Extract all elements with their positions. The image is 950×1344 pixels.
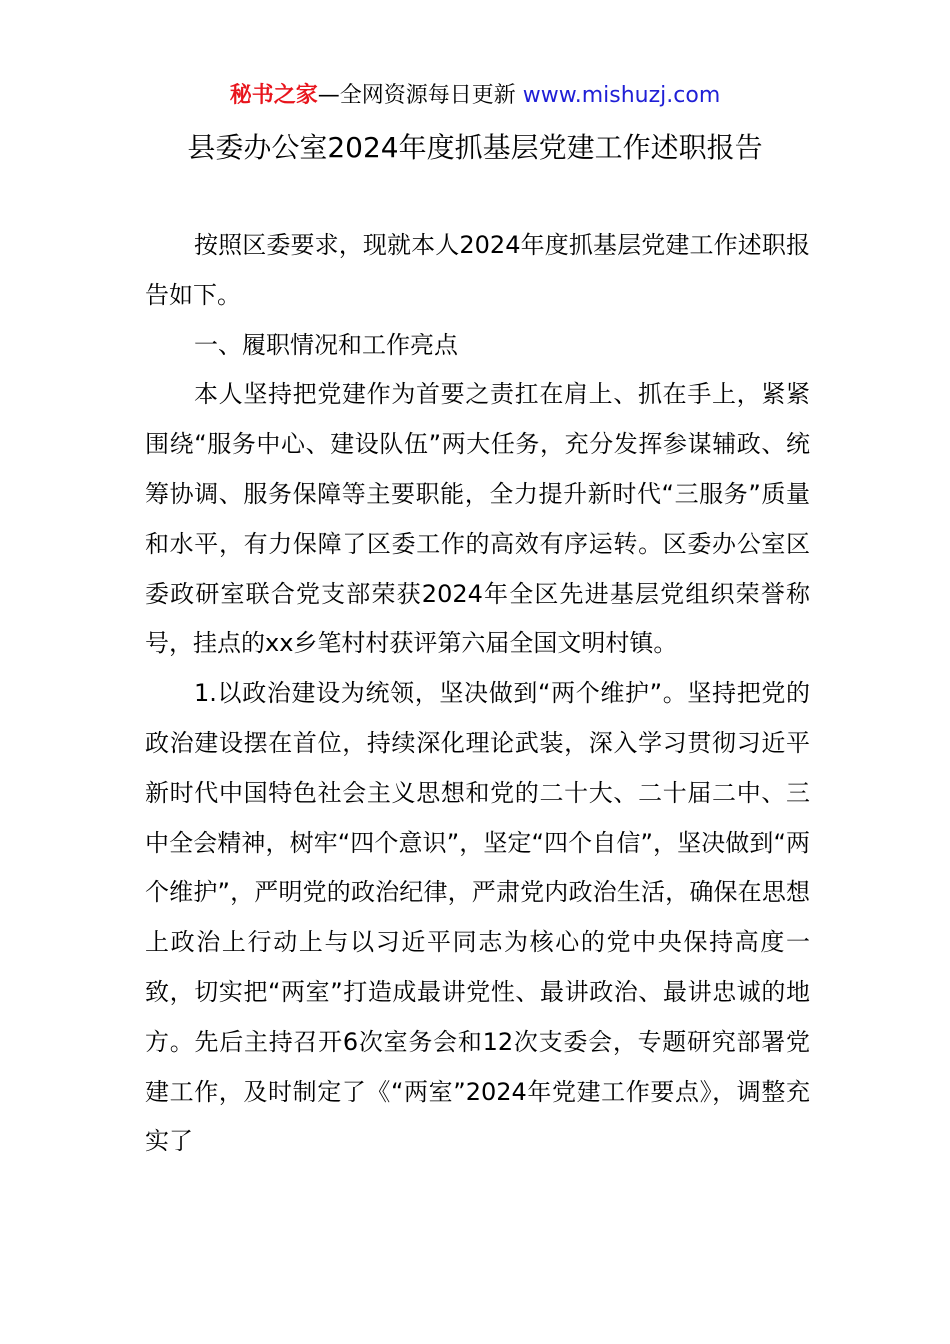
header-tagline: —全网资源每日更新 [317, 83, 516, 108]
document-body [145, 221, 810, 1167]
section-heading: 一、履职情况和工作亮点 [194, 330, 458, 359]
site-header [0, 80, 950, 112]
body-paragraph: 1.以政治建设为统领，坚决做到“两个维护”。坚持把党的政治建设摆在首位，持续深化理论武装，深入学习贯彻习近平新时代中国特色社会主义思想和党的二十大、二十届二中、三中全会精神，树牢“四个意识”，坚定“四个自信”，坚决做到“两个维护”，严明党的政治纪律，严肃党内政治生活，确保在思想上政治上行动上与以习近平同志为核心的党中央保持高度一致，切实把“两室”打造成最讲党性、最讲政治、最讲忠诚的地方。先后主持召开6次室务会和12次支委会，专题研究部署党建工作，及时制定了《“两室”2024年党建工作要点》，调整充实了 [145, 679, 810, 1156]
site-url-link[interactable]: www.mishuzj.com [522, 83, 721, 108]
brand-name: 秘书之家 [229, 83, 318, 108]
body-paragraph: 本人坚持把党建作为首要之责扛在肩上、抓在手上，紧紧围绕“服务中心、建设队伍”两大任务，充分发挥参谋辅政、统筹协调、服务保障等主要职能，全力提升新时代“三服务”质量和水平，有力保障了区委工作的高效有序运转。区委办公室区委政研室联合党支部荣获2024年全区先进基层党组织荣誉称号，挂点的xx乡笔村村获评第六届全国文明村镇。 [145, 380, 810, 658]
intro-paragraph: 按照区委要求，现就本人2024年度抓基层党建工作述职报告如下。 [145, 231, 810, 309]
document-title: 县委办公室2024年度抓基层党建工作述职报告 [187, 131, 763, 164]
